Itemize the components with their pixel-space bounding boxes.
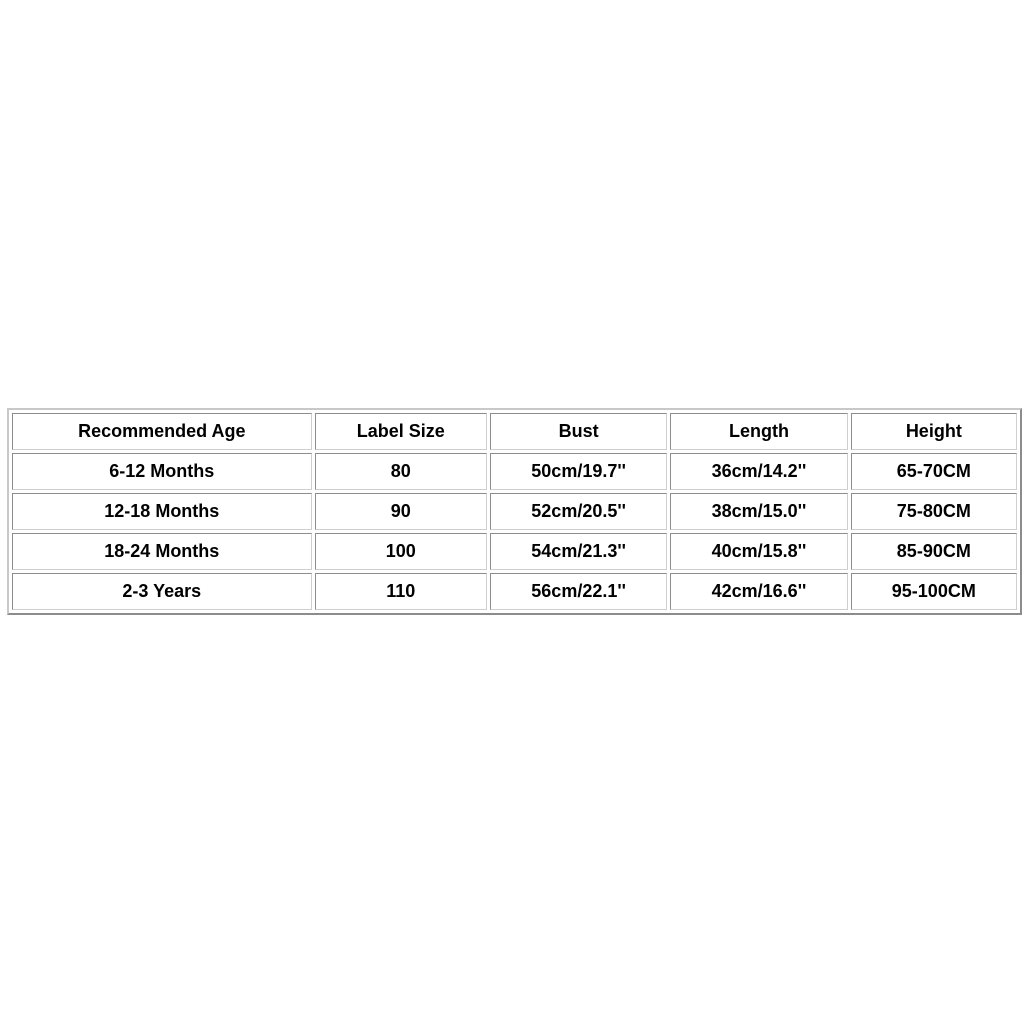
cell-label-size: 90 [315,493,487,530]
header-bust: Bust [490,413,667,450]
cell-bust: 50cm/19.7'' [490,453,667,490]
table-row [12,573,1017,610]
cell-length: 42cm/16.6'' [670,573,847,610]
cell-label-size: 100 [315,533,487,570]
cell-age: 2-3 Years [12,573,312,610]
cell-bust: 56cm/22.1'' [490,573,667,610]
table-row [12,493,1017,530]
table-row [12,453,1017,490]
cell-age: 6-12 Months [12,453,312,490]
cell-length: 40cm/15.8'' [670,533,847,570]
size-chart-table [7,408,1022,615]
cell-height: 85-90CM [851,533,1017,570]
cell-length: 38cm/15.0'' [670,493,847,530]
cell-height: 65-70CM [851,453,1017,490]
cell-bust: 52cm/20.5'' [490,493,667,530]
cell-height: 75-80CM [851,493,1017,530]
cell-age: 12-18 Months [12,493,312,530]
header-label-size: Label Size [315,413,487,450]
cell-bust: 54cm/21.3'' [490,533,667,570]
cell-height: 95-100CM [851,573,1017,610]
cell-age: 18-24 Months [12,533,312,570]
cell-length: 36cm/14.2'' [670,453,847,490]
header-recommended-age: Recommended Age [12,413,312,450]
header-height: Height [851,413,1017,450]
cell-label-size: 110 [315,573,487,610]
header-length: Length [670,413,847,450]
table-header-row [12,413,1017,450]
table-row [12,533,1017,570]
cell-label-size: 80 [315,453,487,490]
